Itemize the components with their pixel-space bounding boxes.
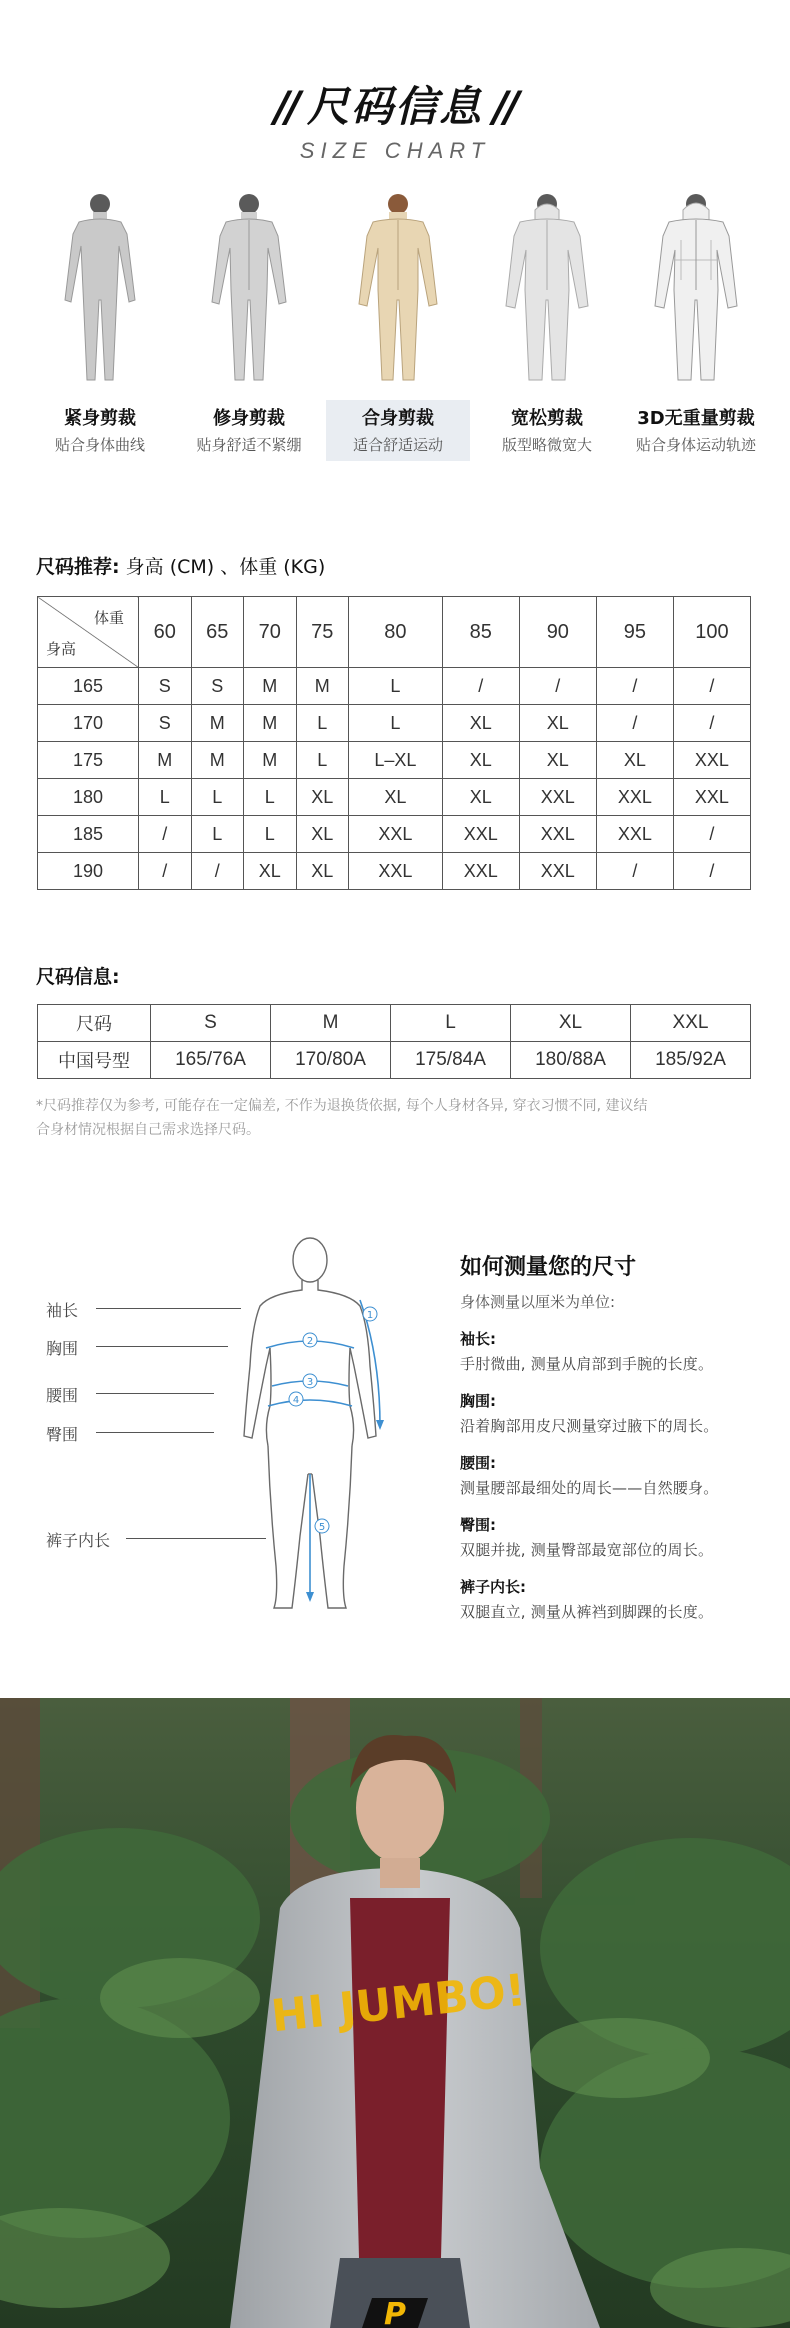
fit-loose	[475, 190, 619, 461]
fit-name: 宽松剪裁	[511, 408, 583, 429]
measure-number-4: 4	[292, 1395, 300, 1406]
note-line: 合身材情况根据自己需求选择尺码。	[36, 1122, 260, 1138]
recommend-heading	[36, 552, 325, 579]
size-cell: L	[191, 779, 244, 816]
fit-label	[475, 400, 619, 461]
height-cell: 185	[38, 816, 139, 853]
size-cell: L–XL	[349, 742, 443, 779]
cn-size-cell: 170/80A	[271, 1042, 391, 1079]
header	[0, 74, 790, 164]
slim-fit-figure-icon	[204, 190, 294, 390]
measure-number-5: 5	[318, 1522, 326, 1533]
size-cell: /	[673, 668, 750, 705]
table-row	[38, 742, 751, 779]
table-body	[38, 668, 751, 890]
page-subtitle: SIZE CHART	[299, 138, 491, 163]
table-row	[38, 853, 751, 890]
how-item-name: 腰围:	[460, 1454, 496, 1472]
fit-name: 3D无重量剪裁	[637, 408, 755, 429]
size-cell: /	[673, 853, 750, 890]
how-item-chest	[460, 1390, 770, 1436]
size-cell: M	[296, 668, 349, 705]
size-cell: XL	[596, 742, 673, 779]
cn-size-cell: 165/76A	[151, 1042, 271, 1079]
how-item-name: 袖长:	[460, 1330, 496, 1348]
size-cell: /	[596, 853, 673, 890]
tight-fit-figure-icon	[55, 190, 145, 390]
table-header-row	[38, 597, 751, 668]
size-cell: L	[139, 779, 192, 816]
size-cell: M	[244, 742, 297, 779]
size-cell: L	[349, 668, 443, 705]
size-cell: XXL	[673, 779, 750, 816]
size-cell: L	[244, 816, 297, 853]
fit-3d	[624, 190, 768, 461]
size-cell: XXL	[349, 853, 443, 890]
fit-desc: 版型略微宽大	[501, 436, 592, 454]
cn-size-cell: 180/88A	[511, 1042, 631, 1079]
weight-header: 100	[673, 597, 750, 668]
size-cell: XXL	[519, 816, 596, 853]
measure-label-sleeve: 袖长	[46, 1301, 79, 1320]
size-cell: XL	[519, 705, 596, 742]
size-cell: /	[191, 853, 244, 890]
size-cell: S	[139, 668, 192, 705]
weight-header: 65	[191, 597, 244, 668]
weight-header: 85	[442, 597, 519, 668]
weight-header: 80	[349, 597, 443, 668]
size-cell: M	[191, 705, 244, 742]
weight-header: 90	[519, 597, 596, 668]
size-cell: XL	[442, 705, 519, 742]
size-cell: S	[151, 1005, 271, 1042]
size-cell: /	[673, 705, 750, 742]
regular-fit-figure-icon	[353, 190, 443, 390]
fit-name: 修身剪裁	[213, 408, 285, 429]
fit-label	[177, 400, 321, 461]
height-cell: 175	[38, 742, 139, 779]
body-measure-diagram-icon	[230, 1236, 400, 1618]
fit-desc: 贴身舒适不紧绷	[196, 436, 302, 454]
table-row	[38, 779, 751, 816]
height-cell: 190	[38, 853, 139, 890]
size-cell: /	[596, 705, 673, 742]
size-cell: M	[271, 1005, 391, 1042]
size-cell: XXL	[349, 816, 443, 853]
how-item-sleeve	[460, 1328, 770, 1374]
measure-number-1: 1	[366, 1310, 374, 1321]
size-cell: XL	[349, 779, 443, 816]
fit-desc: 适合舒适运动	[352, 436, 443, 454]
measure-number-3: 3	[306, 1377, 314, 1388]
weight-header: 70	[244, 597, 297, 668]
weight-header: 75	[296, 597, 349, 668]
table-row	[38, 1042, 751, 1079]
size-cell: L	[296, 742, 349, 779]
fit-label	[28, 400, 172, 461]
how-item-name: 胸围:	[460, 1392, 496, 1410]
size-cell: XXL	[442, 853, 519, 890]
how-item-text: 测量腰部最细处的周长——自然腰身。	[460, 1479, 719, 1497]
size-cell: L	[391, 1005, 511, 1042]
size-cell: XXL	[519, 853, 596, 890]
size-cell: XXL	[442, 816, 519, 853]
size-cell: /	[139, 816, 192, 853]
heading-bold: 尺码推荐:	[36, 556, 120, 578]
measure-label-inseam: 裤子内长	[46, 1531, 111, 1550]
size-recommend-table	[37, 596, 751, 890]
weight-header: 95	[596, 597, 673, 668]
cn-size-cell: 185/92A	[631, 1042, 751, 1079]
fit-tight	[28, 190, 172, 461]
table-row	[38, 705, 751, 742]
how-item-name: 裤子内长:	[460, 1578, 526, 1596]
how-item-text: 手肘微曲, 测量从肩部到手腕的长度。	[460, 1355, 714, 1373]
fit-label	[624, 400, 768, 461]
measure-leader-line	[96, 1308, 241, 1309]
how-item-hip	[460, 1514, 770, 1560]
weight-header: 60	[139, 597, 192, 668]
size-cell: /	[673, 816, 750, 853]
size-cell: XL	[519, 742, 596, 779]
3d-fit-figure-icon	[651, 190, 741, 390]
size-cell: XXL	[519, 779, 596, 816]
size-cell: L	[296, 705, 349, 742]
size-info-table	[37, 1004, 751, 1079]
size-cell: XL	[296, 779, 349, 816]
size-cell: /	[519, 668, 596, 705]
shirt-print: HI JUMBO!	[268, 1964, 529, 2043]
slash-decoration: //	[274, 82, 297, 131]
how-item-inseam	[460, 1576, 770, 1622]
fit-regular	[326, 190, 470, 461]
slash-decoration: //	[493, 82, 516, 131]
size-info-heading: 尺码信息:	[36, 966, 120, 988]
fit-types	[28, 190, 768, 461]
measure-leader-line	[96, 1432, 214, 1433]
brand-logo-letter: P	[384, 2297, 406, 2328]
corner-height-label: 身高	[46, 640, 77, 658]
size-cell: XXL	[596, 779, 673, 816]
measure-number-2: 2	[306, 1336, 314, 1347]
size-cell: XL	[442, 779, 519, 816]
heading-rest: 身高 (CM) 、体重 (KG)	[119, 556, 326, 578]
cn-size-cell: 175/84A	[391, 1042, 511, 1079]
size-cell: XXL	[673, 742, 750, 779]
fit-name: 紧身剪裁	[64, 408, 136, 429]
size-cell: XL	[296, 816, 349, 853]
size-cell: L	[191, 816, 244, 853]
size-cell: S	[191, 668, 244, 705]
fit-name: 合身剪裁	[362, 408, 434, 429]
row-label: 尺码	[38, 1005, 151, 1042]
size-cell: XL	[296, 853, 349, 890]
measure-label-hip: 臀围	[46, 1425, 79, 1444]
height-cell: 170	[38, 705, 139, 742]
how-item-name: 臀围:	[460, 1516, 496, 1534]
size-cell: XXL	[631, 1005, 751, 1042]
size-cell: M	[244, 668, 297, 705]
how-title: 如何测量您的尺寸	[460, 1255, 637, 1280]
size-cell: XL	[511, 1005, 631, 1042]
model-photo	[0, 1698, 790, 2328]
table-row	[38, 668, 751, 705]
size-cell: M	[191, 742, 244, 779]
size-cell: L	[244, 779, 297, 816]
note-line: *尺码推荐仅为参考, 可能存在一定偏差, 不作为退换货依据, 每个人身材各异, 穿衣习惯不同, 建议结	[36, 1098, 648, 1114]
loose-fit-figure-icon	[502, 190, 592, 390]
size-cell: S	[139, 705, 192, 742]
fit-desc: 贴合身体曲线	[54, 436, 145, 454]
how-item-waist	[460, 1452, 770, 1498]
row-label: 中国号型	[38, 1042, 151, 1079]
how-to-measure	[460, 1250, 770, 1622]
size-cell: XXL	[596, 816, 673, 853]
table-row	[38, 816, 751, 853]
measure-leader-line	[96, 1346, 228, 1347]
size-cell: /	[596, 668, 673, 705]
how-item-text: 沿着胸部用皮尺测量穿过腋下的周长。	[460, 1417, 719, 1435]
size-cell: XL	[442, 742, 519, 779]
height-cell: 180	[38, 779, 139, 816]
height-cell: 165	[38, 668, 139, 705]
size-cell: L	[349, 705, 443, 742]
measure-label-chest: 胸围	[46, 1339, 79, 1358]
how-item-text: 双腿直立, 测量从裤裆到脚踝的长度。	[460, 1603, 714, 1621]
table-row	[38, 1005, 751, 1042]
size-cell: /	[139, 853, 192, 890]
forest-model-image	[0, 1698, 790, 2328]
size-cell: XL	[244, 853, 297, 890]
measure-leader-line	[96, 1393, 214, 1394]
fit-desc: 贴合身体运动轨迹	[635, 436, 756, 454]
how-subtitle: 身体测量以厘米为单位:	[460, 1293, 616, 1311]
fit-slim	[177, 190, 321, 461]
table-corner-cell	[38, 597, 139, 668]
page-title	[0, 74, 790, 134]
disclaimer-note	[36, 1094, 750, 1142]
how-item-text: 双腿并拢, 测量臀部最宽部位的周长。	[460, 1541, 714, 1559]
measure-label-waist: 腰围	[46, 1386, 79, 1405]
corner-weight-label: 体重	[93, 609, 124, 627]
size-cell: M	[244, 705, 297, 742]
size-cell: M	[139, 742, 192, 779]
size-cell: /	[442, 668, 519, 705]
fit-label	[326, 400, 470, 461]
title-text: 尺码信息	[306, 82, 483, 131]
